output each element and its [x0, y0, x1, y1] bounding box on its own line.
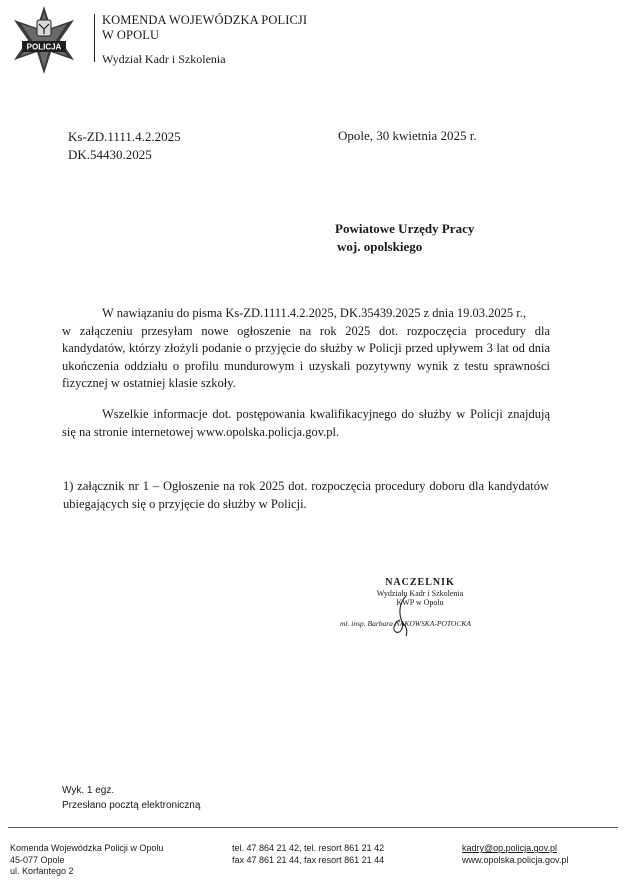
- footer-tel: tel. 47 864 21 42, tel. resort 861 21 42: [232, 843, 385, 853]
- footer-address-line-3: ul. Korfantego 2: [10, 866, 74, 876]
- footer-phones: [232, 843, 384, 866]
- paragraph-1-first-line: W nawiązaniu do pisma Ks-ZD.1111.4.2.2025, DK.35439.2025 z dnia 19.03.2025 r.,: [102, 306, 527, 320]
- signature-title: NACZELNIK: [385, 577, 455, 588]
- place-date: Opole, 30 kwietnia 2025 r.: [338, 128, 477, 143]
- addressee-line-1: Powiatowe Urzędy Pracy: [335, 221, 475, 236]
- org-line-1: KOMENDA WOJEWÓDZKA POLICJI: [102, 13, 308, 27]
- signatory-name: mł. insp. Barbara NAKOWSKA-POTOCKA: [340, 619, 471, 628]
- handwritten-signature: [372, 592, 432, 638]
- footer-address-line-1: Komenda Wojewódzka Policji w Opolu: [10, 843, 164, 853]
- footer-fax: fax 47 861 21 44, fax resort 861 21 44: [232, 854, 385, 865]
- reference-line-1: Ks-ZD.1111.4.2.2025: [68, 129, 181, 144]
- addressee-line-2: woj. opolskiego: [337, 239, 423, 254]
- footer-email-link[interactable]: kadry@op.policja.gov.pl: [462, 843, 558, 853]
- body-paragraph-1: [62, 305, 550, 393]
- signature-dept-line-1: Wydziału Kadr i Szkolenia: [376, 589, 464, 598]
- police-star-logo: [8, 4, 80, 76]
- attachment-list: 1) załącznik nr 1 – Ogłoszenie na rok 2025 dot. rozpoczęcia procedury doboru dla kandydatów ubiegających się o przyjęcie do służby w Policji.: [63, 479, 549, 511]
- addressee: [335, 220, 474, 256]
- body-paragraph-2: [62, 406, 550, 441]
- org-line-2: W OPOLU: [102, 28, 160, 42]
- footer-website-link[interactable]: www.opolska.policja.gov.pl: [462, 854, 569, 865]
- organization-name: [102, 13, 307, 43]
- paragraph-2-text: Wszelkie informacje dot. postępowania kwalifikacyjnego do służby w Policji znajdują się na stronie internetowej www.opolska.policja.gov.pl.: [62, 407, 550, 439]
- footer-address-line-2: 45-077 Opole: [10, 854, 65, 865]
- paragraph-1-rest: w załączeniu przesyłam nowe ogłoszenie na rok 2025 dot. rozpoczęcia procedury dla kandydatów, którzy złożyli podanie o przyjęcie do służby w Policji przed upływem 3 lat od dnia ukończenia oddziału o profilu mundurowym i uzyskali pozytywny wynik z testu sprawności fizycznej w ostatniej klasie szkoły.: [62, 323, 550, 390]
- signature-dept-line-2: KWP w Opolu: [396, 598, 444, 607]
- logo-text: POLICJA: [26, 42, 62, 52]
- reference-line-2: DK.54430.2025: [68, 147, 152, 162]
- footer-address: [10, 843, 163, 878]
- copies-note: [62, 783, 200, 813]
- department-name: Wydział Kadr i Szkolenia: [102, 52, 226, 66]
- footer-contact: [462, 843, 568, 866]
- reference-numbers: [68, 128, 181, 164]
- copies-line-2: Przesłano pocztą elektroniczną: [62, 800, 201, 811]
- footer-divider: [8, 827, 618, 828]
- copies-line-1: Wyk. 1 egz.: [62, 785, 115, 796]
- header-divider: [94, 14, 95, 62]
